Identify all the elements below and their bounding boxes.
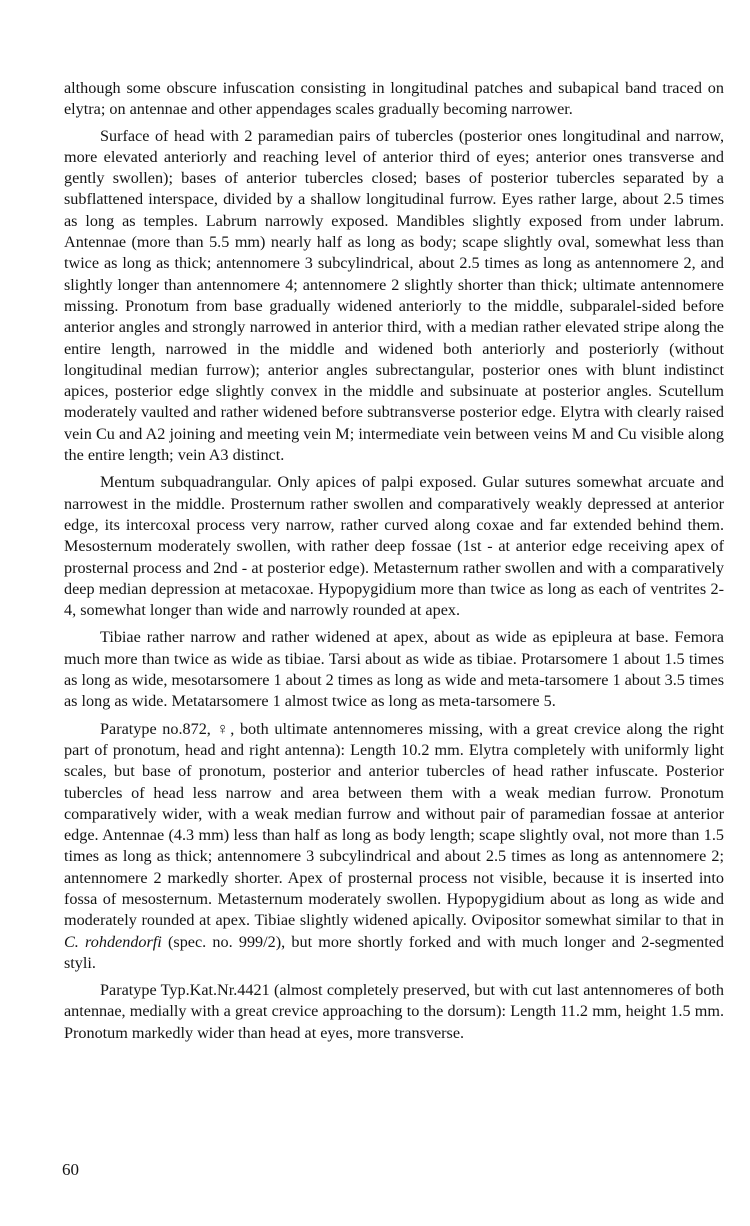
body-paragraph: Paratype Typ.Kat.Nr.4421 (almost completely preserved, but with cut last antennomeres of both antennae, medially with a great crevice approaching to the dorsum): Length 11.2 mm, height 1.5 mm. Pronotum markedly wider than head at eyes, more transverse. bbox=[64, 981, 724, 1042]
paragraph-text-tail: (spec. no. 999/2), but more shortly forked and with much longer and 2-segmented styli. bbox=[64, 932, 724, 972]
body-paragraph bbox=[64, 719, 724, 975]
article-body bbox=[64, 78, 724, 1050]
paragraph-text: Paratype no.872, ♀, both ultimate antennomeres missing, with a great crevice along the right part of pronotum, head and right antenna): Length 10.2 mm. Elytra completely with uniformly light scales, but base of pronotum, posterior and anterior tubercles of head rather infuscate. Posterior tubercles of head less narrow and area between them with a weak median furrow. Pronotum comparatively wider, with a weak median furrow and without pair of paramedian fossae at anterior edge. Antennae (4.3 mm) less than half as long as body length; scape slightly oval, not more than 1.5 times as long as thick; antennomere 3 subcylindrical and about 2.5 times as long as antennomere 2; antennomere 2 markedly shorter. Apex of prosternal process not visible, because it is inserted into fossa of mesosternum. Metasternum moderately swollen. Hypopygidium about as long as wide and moderately rounded at apex. Tibiae slightly widened apically. Ovipositor somewhat similar to that in bbox=[64, 719, 724, 930]
body-paragraph: although some obscure infuscation consisting in longitudinal patches and subapical band traced on elytra; on antennae and other appendages scales gradually becoming narrower. bbox=[64, 79, 724, 119]
body-paragraph: Tibiae rather narrow and rather widened at apex, about as wide as epipleura at base. Femora much more than twice as wide as tibiae. Tarsi about as wide as tibiae. Protarsomere 1 about 1.5 times as long as wide, mesotarsomere 1 about 2 times as long as wide and meta-tarsomere 1 about 3.5 times as long as wide. Metatarsomere 1 almost twice as long as meta-tarsomere 5. bbox=[64, 628, 724, 711]
body-paragraph: Surface of head with 2 paramedian pairs of tubercles (posterior ones longitudinal and narrow, more elevated anteriorly and reaching level of anterior third of eyes; anterior ones transverse and gently swollen); bases of anterior tubercles closed; bases of posterior tubercles separated by a subflattened interspace, divided by a shallow longitudinal furrow. Eyes rather large, about 2.5 times as long as temples. Labrum narrowly exposed. Mandibles slightly exposed from under labrum. Antennae (more than 5.5 mm) nearly half as long as body; scape slightly oval, somewhat less than twice as long as thick; antennomere 3 subcylindrical, about 2.5 times as long as antennomere 2, and slightly longer than antennomere 4; antennomere 2 slightly shorter than thick; ultimate antennomere missing. Pronotum from base gradually widened anteriorly to the middle, subparalel-sided before anterior angles and strongly narrowed in anterior third, with a median rather elevated stripe along the entire length, narrowed in the middle and widened both anteriorly and posteriorly (without longitudinal median furrow); anterior angles subrectangular, posterior ones with blunt indistinct apices, posterior edge slightly convex in the middle and subsinuate at posterior angles. Scutellum moderately vaulted and rather widened before subtransverse posterior edge. Elytra with clearly raised vein Cu and A2 joining and meeting vein M; intermediate vein between veins M and Cu visible along the entire length; vein A3 distinct. bbox=[64, 126, 724, 465]
species-name: C. rohdendorfi bbox=[64, 932, 162, 951]
page-number: 60 bbox=[62, 1160, 79, 1179]
body-paragraph: Mentum subquadrangular. Only apices of palpi exposed. Gular sutures somewhat arcuate and narrowest in the middle. Prosternum rather swollen and comparatively weakly depressed at anterior edge, its intercoxal process very narrow, rather curved along coxae and far extended behind them. Mesosternum moderately swollen, with rather deep fossae (1st - at anterior edge receiving apex of prosternal process and 2nd - at posterior edge). Metasternum rather swollen and with a comparatively deep median depression at metacoxae. Hypopygidium more than twice as long as each of ventrites 2-4, somewhat longer than wide and narrowly rounded at apex. bbox=[64, 473, 724, 620]
